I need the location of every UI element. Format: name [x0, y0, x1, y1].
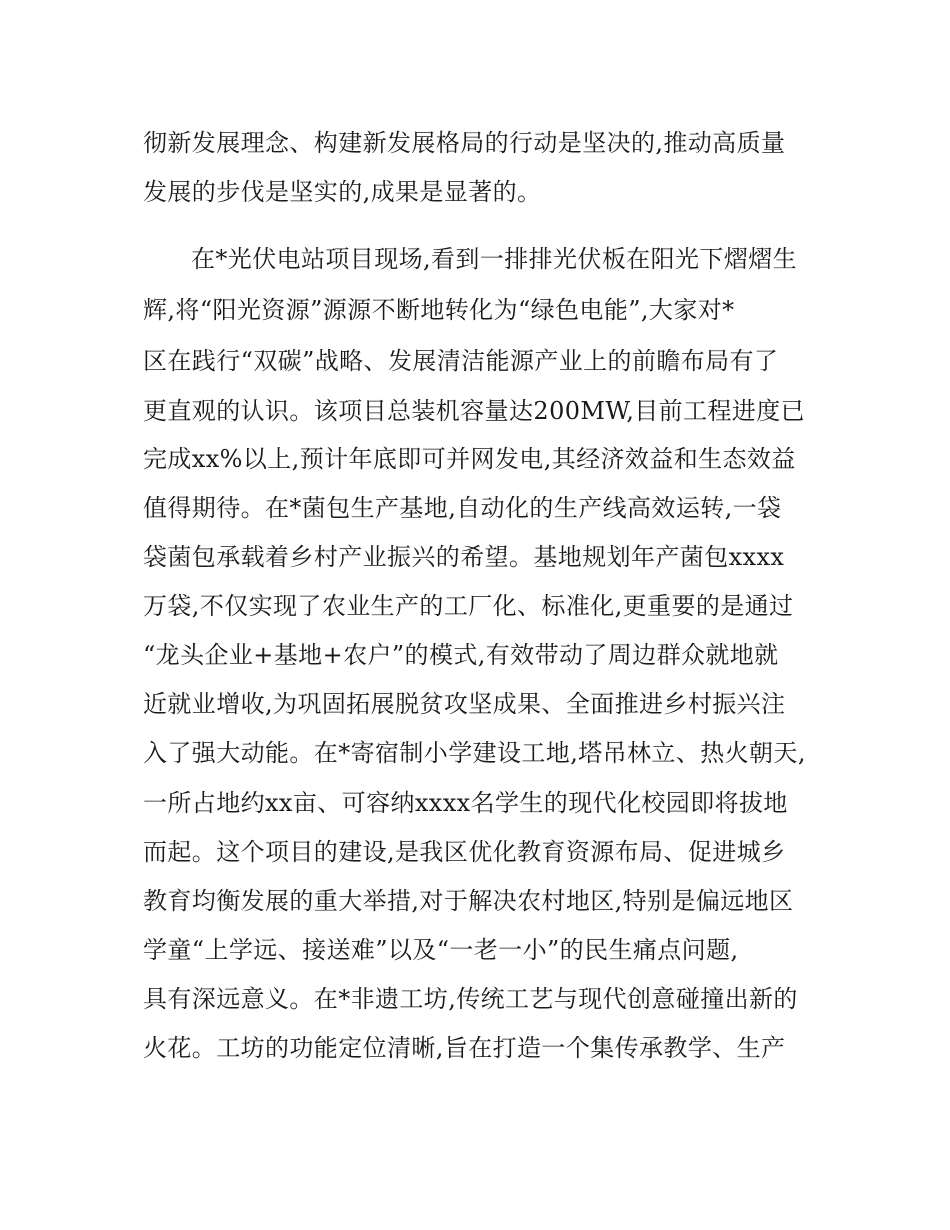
text-line: 区在践行“双碳”战略、发展清洁能源产业上的前瞻布局有了	[143, 347, 779, 375]
text-line: 更直观的认识。该项目总装机容量达200MW,目前工程进度已	[143, 397, 806, 425]
text-line: 完成xx%以上,预计年底即可并网发电,其经济效益和生态效益	[143, 445, 796, 473]
paragraph-first-line: 在*光伏电站项目现场,看到一排排光伏板在阳光下熠熠生	[191, 245, 798, 273]
text-line: 袋菌包承载着乡村产业振兴的希望。基地规划年产菌包xxxx	[143, 543, 785, 571]
text-line: 辉,将“阳光资源”源源不断地转化为“绿色电能”,大家对*	[143, 296, 735, 324]
text-line: 值得期待。在*菌包生产基地,自动化的生产线高效运转,一袋	[143, 494, 782, 522]
text-line: 一所占地约xx亩、可容纳xxxx名学生的现代化校园即将拔地	[143, 789, 788, 817]
text-line: 彻新发展理念、构建新发展格局的行动是坚决的,推动高质量	[143, 129, 786, 157]
text-line: 具有深远意义。在*非遗工坊,传统工艺与现代创意碰撞出新的	[143, 985, 798, 1013]
text-line: 入了强大动能。在*寄宿制小学建设工地,塔吊林立、热火朝天,	[143, 739, 806, 767]
text-line: 学童“上学远、接送难”以及“一老一小”的民生痛点问题,	[143, 936, 739, 964]
text-line: “龙头企业+基地+农户”的模式,有效带动了周边群众就地就	[143, 641, 779, 669]
text-line: 而起。这个项目的建设,是我区优化教育资源布局、促进城乡	[143, 838, 786, 866]
text-line: 教育均衡发展的重大举措,对于解决农村地区,特别是偏远地区	[143, 887, 794, 915]
text-line: 万袋,不仅实现了农业生产的工厂化、标准化,更重要的是通过	[143, 592, 794, 620]
text-line: 火花。工坊的功能定位清晰,旨在打造一个集传承教学、生产	[143, 1034, 786, 1062]
text-line: 近就业增收,为巩固拓展脱贫攻坚成果、全面推进乡村振兴注	[143, 690, 786, 718]
text-line: 发展的步伐是坚实的,成果是显著的。	[143, 178, 542, 206]
